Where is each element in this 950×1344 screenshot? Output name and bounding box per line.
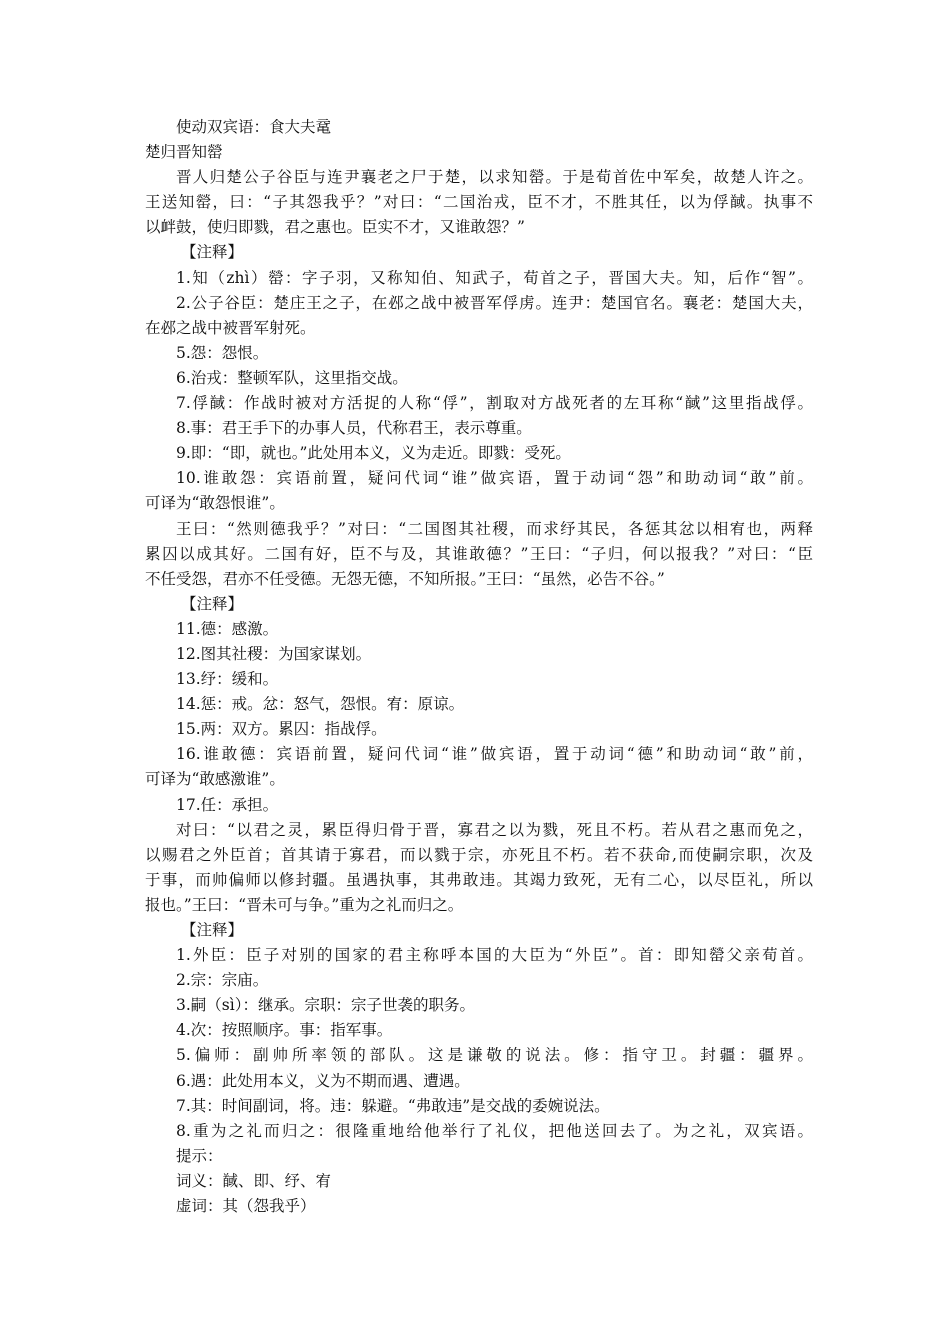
annotation-item: 12.图其社稷：为国家谋划。 bbox=[176, 644, 372, 663]
annotation-item: 6.遇：此处用本义，义为不期而遇、遭遇。 bbox=[176, 1071, 470, 1090]
text-line: 王送知罃，曰：“子其怨我乎？”对曰：“二国治戎，臣不才，不胜其任，以为俘馘。执事不 bbox=[145, 193, 813, 212]
annotation-item: 1.知（zhì）罃：字子羽，又称知伯、知武子，荀首之子，晋国大夫。知，后作“智”。 bbox=[176, 268, 813, 287]
annotation-item: 4.次：按照顺序。事：指军事。 bbox=[176, 1021, 393, 1040]
annotation-item: 5.偏师：副帅所率领的部队。这是谦敬的说法。修：指守卫。封疆：疆界。 bbox=[176, 1046, 813, 1065]
hint-label: 提示： bbox=[176, 1146, 223, 1165]
annotation-item: 11.德：感激。 bbox=[176, 619, 279, 638]
hint-item: 虚词：其（怨我乎） bbox=[176, 1197, 316, 1216]
section-title: 楚归晋知罃 bbox=[145, 143, 223, 162]
hint-item: 词义：馘、即、纾、宥 bbox=[176, 1171, 332, 1190]
annotation-item: 8.事：君王手下的办事人员，代称君王，表示尊重。 bbox=[176, 419, 532, 438]
annotation-item: 可译为“敢怨恨谁”。 bbox=[145, 494, 285, 513]
annotation-item: 在邲之战中被晋军射死。 bbox=[145, 318, 316, 337]
annotation-heading: 【注释】 bbox=[181, 921, 244, 939]
text-line: 累囚以成其好。二国有好，臣不与及，其谁敢德？”王曰：“子归，何以报我？”对曰：“臣 bbox=[145, 544, 813, 563]
annotation-item: 7.其：时间副词，将。违：躲避。“弗敢违”是交战的委婉说法。 bbox=[176, 1096, 610, 1115]
annotation-item: 2.公子谷臣：楚庄王之子，在邲之战中被晋军俘虏。连尹：楚国官名。襄老：楚国大夫， bbox=[176, 293, 813, 312]
annotation-item: 6.治戎：整顿军队，这里指交战。 bbox=[176, 368, 408, 387]
annotation-item: 15.两：双方。累囚：指战俘。 bbox=[176, 720, 387, 739]
annotation-item: 可译为“敢感激谁”。 bbox=[145, 770, 285, 789]
annotation-item: 9.即：“即，就也。”此处用本义，义为走近。即戮：受死。 bbox=[176, 444, 571, 463]
annotation-item: 3.嗣（sì）：继承。宗职：宗子世袭的职务。 bbox=[176, 996, 475, 1015]
annotation-item: 8.重为之礼而归之：很隆重地给他举行了礼仪，把他送回去了。为之礼，双宾语。 bbox=[176, 1121, 813, 1140]
text-line: 以赐君之外臣首；首其请于寡君，而以戮于宗，亦死且不朽。若不获命,而使嗣宗职，次及 bbox=[145, 845, 813, 864]
annotation-item: 1.外臣：臣子对别的国家的君主称呼本国的大臣为“外臣”。首：即知罃父亲荀首。 bbox=[176, 946, 813, 965]
annotation-item: 5.怨：怨恨。 bbox=[176, 343, 269, 362]
text-line: 于事，而帅偏师以修封疆。虽遇执事，其弗敢违。其竭力致死，无有二心，以尽臣礼，所以 bbox=[145, 870, 813, 889]
text-line: 以衅鼓，使归即戮，君之惠也。臣实不才，又谁敢怨？” bbox=[145, 218, 525, 237]
annotation-heading: 【注释】 bbox=[181, 243, 244, 262]
annotation-item: 13.纾：缓和。 bbox=[176, 670, 279, 689]
text-line: 对曰：“以君之灵，累臣得归骨于晋，寡君之以为戮，死且不朽。若从君之惠而免之， bbox=[176, 820, 813, 839]
text-line: 晋人归楚公子谷臣与连尹襄老之尸于楚，以求知罃。于是荀首佐中军矣，故楚人许之。 bbox=[176, 168, 813, 187]
annotation-item: 10.谁敢怨：宾语前置，疑问代词“谁”做宾语，置于动词“怨”和助动词“敢”前。 bbox=[176, 469, 813, 488]
annotation-item: 16.谁敢德：宾语前置，疑问代词“谁”做宾语，置于动词“德”和助动词“敢”前， bbox=[176, 745, 813, 764]
document-page bbox=[145, 115, 813, 1219]
annotation-item: 17.任：承担。 bbox=[176, 795, 279, 814]
text-line: 不任受怨，君亦不任受德。无怨无德，不知所报。”王曰：“虽然，必告不谷。” bbox=[145, 569, 665, 588]
annotation-item: 7.俘馘：作战时被对方活捉的人称“俘”，割取对方战死者的左耳称“馘”这里指战俘。 bbox=[176, 394, 813, 413]
text-line: 报也。”王曰：“晋未可与争。”重为之礼而归之。 bbox=[145, 895, 464, 914]
text-line: 使动双宾语：食大夫鼋 bbox=[176, 118, 332, 136]
annotation-heading: 【注释】 bbox=[181, 594, 244, 613]
text-line: 王曰：“然则德我乎？”对曰：“二国图其社稷，而求纾其民，各惩其忿以相宥也，两释 bbox=[176, 519, 813, 538]
annotation-item: 2.宗：宗庙。 bbox=[176, 971, 269, 990]
annotation-item: 14.惩：戒。忿：怒气，怨恨。宥：原谅。 bbox=[176, 695, 465, 714]
